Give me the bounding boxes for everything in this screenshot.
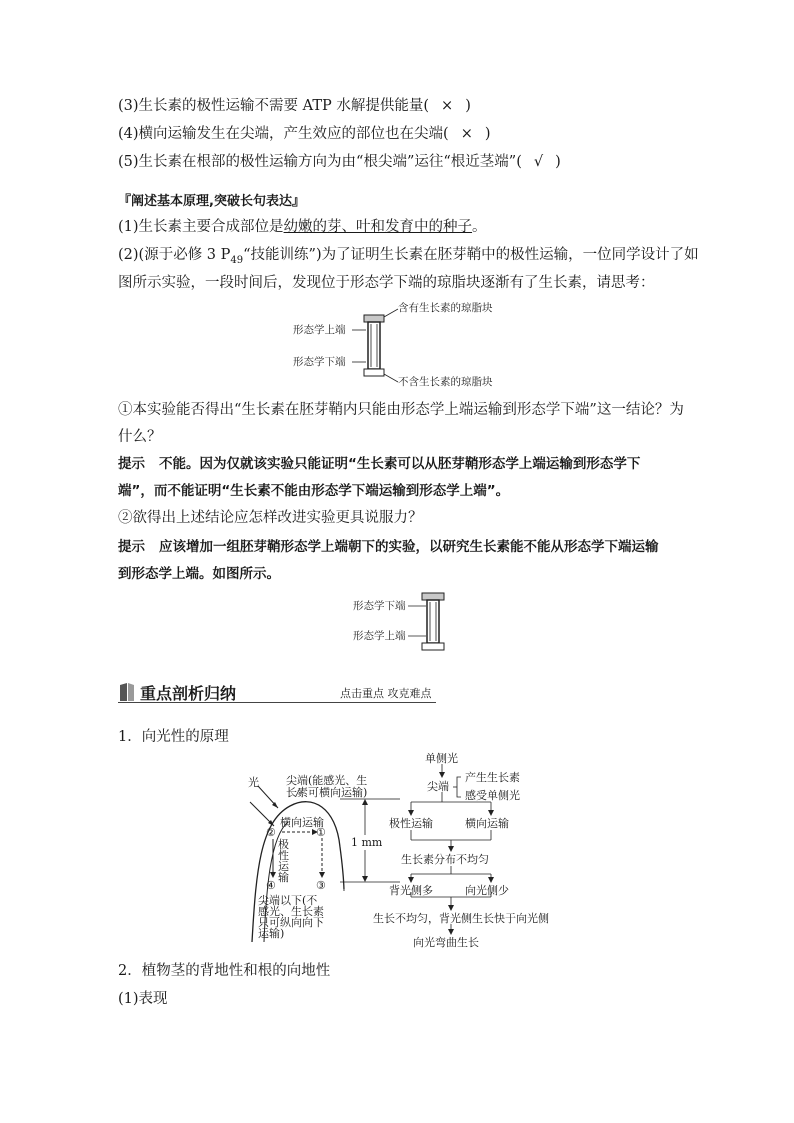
label-morphological-top: 形态学上端 [353, 630, 406, 642]
hint-text: 端”，而不能证明“生长素不能由形态学下端运输到形态学上端”。 [118, 483, 510, 499]
hint-text: 不能。因为仅就该实验只能证明“生长素可以从胚芽鞘形态学上端运输到形态学下 [159, 456, 641, 472]
hint-2-line1 [118, 537, 659, 557]
banner-rule [118, 702, 436, 703]
close-paren: ) [555, 154, 561, 170]
heading-gravitropism [118, 961, 330, 981]
section-heading-text: 阐述基本原理,突破长句表达 [131, 194, 292, 209]
cross-mark: × [460, 126, 473, 142]
hint-label: 提示 [118, 456, 145, 472]
label-tip-desc-1: 尖端(能感光、生 [286, 774, 368, 787]
statement-text: (4)横向运输发生在尖端，产生效应的部位也在尖端( [118, 126, 449, 142]
circle-1: ① [316, 826, 326, 839]
flow-uneven-growth: 生长不均匀，背光侧生长快于向光侧 [373, 912, 549, 925]
q1-post: 。 [472, 219, 487, 235]
hint-1-line2 [118, 481, 509, 501]
statement-5 [118, 152, 561, 172]
section-heading [118, 190, 305, 209]
label-morphological-bottom: 形态学下端 [293, 356, 346, 368]
heading-phototropism-text: 1．向光性的原理 [118, 729, 229, 745]
statement-text: (5)生长素在根部的极性运输方向为由“根尖端”运往“根近茎端”( [118, 154, 522, 170]
question-2-line2 [118, 273, 655, 293]
flow-shade-more: 背光侧多 [389, 884, 433, 897]
phototropism-flowchart [373, 752, 575, 952]
statement-text: (3)生长素的极性运输不需要 ATP 水解提供能量( [118, 98, 430, 114]
label-1mm: 1 mm [351, 836, 383, 849]
paragraph-performance [118, 989, 168, 1009]
circle-2: ② [266, 826, 276, 839]
heading-phototropism [118, 727, 229, 747]
hint-label: 提示 [118, 539, 145, 555]
flow-sense-light: 感受单侧光 [465, 789, 520, 802]
banner-tab-icon [118, 681, 138, 703]
sub-question-1-line2 [118, 427, 162, 447]
check-mark: √ [533, 154, 544, 170]
banner-title: 重点剖析归纳 [140, 684, 237, 703]
hint-text: 应该增加一组胚芽鞘形态学上端朝下的实验，以研究生长素能不能从形态学下端运输 [159, 539, 659, 555]
q1-pre: (1)生长素主要合成部位是 [118, 219, 284, 235]
hint-text: 到形态学上端。如图所示。 [118, 566, 280, 582]
label-light: 光 [248, 776, 259, 789]
flow-tip: 尖端 [427, 780, 449, 793]
polar-char-1: 极 [278, 838, 289, 851]
label-below-tip-3: 只可纵向向下 [258, 916, 324, 929]
page-subscript: 49 [230, 254, 244, 266]
label-lateral-transport: 横向运输 [280, 816, 324, 829]
polar-char-3: 运 [278, 860, 289, 873]
flow-unilateral-light: 单侧光 [425, 752, 458, 765]
coleoptile-diagram-1 [280, 298, 520, 390]
label-morphological-bottom: 形态学下端 [353, 600, 406, 612]
label-morphological-top: 形态学上端 [293, 324, 346, 336]
circle-4: ④ [266, 879, 276, 892]
statement-4 [118, 124, 491, 144]
banner-subtitle: 点击重点 攻克难点 [340, 687, 432, 700]
q2-post: “技能训练”)为了证明生长素在胚芽鞘中的极性运输，一位同学设计了如 [243, 247, 699, 263]
question-2-line1 [118, 245, 699, 271]
hint-1-line1 [118, 454, 640, 474]
sub-question-2 [118, 508, 423, 528]
label-below-tip-4: 运输) [258, 927, 285, 940]
flow-bend-toward-light: 向光弯曲生长 [413, 936, 479, 949]
sub2-question-text: ②欲得出上述结论应怎样改进实验更具说服力？ [118, 510, 423, 526]
flow-polar-transport: 极性运输 [389, 817, 433, 830]
label-agar-without-auxin: 不含生长素的琼脂块 [398, 376, 493, 388]
heading-gravitropism-text: 2．植物茎的背地性和根的向地性 [118, 963, 331, 979]
question-1 [118, 217, 487, 237]
flow-lateral-transport: 横向运输 [465, 817, 509, 830]
flow-uneven-distribution: 生长素分布不均匀 [401, 853, 489, 866]
coleoptile-diagram-2 [350, 590, 470, 652]
polar-char-2: 性 [278, 849, 289, 862]
polar-char-4: 输 [278, 871, 289, 884]
label-tip-desc-2: 长素可横向运输) [286, 786, 368, 799]
cross-mark: × [441, 98, 454, 114]
label-agar-with-auxin: 含有生长素的琼脂块 [398, 302, 493, 314]
flow-produce-auxin: 产生生长素 [465, 771, 520, 784]
close-paren: ) [465, 98, 471, 114]
sub1-question-text: 什么？ [118, 429, 162, 445]
sub-question-1-line1 [118, 400, 684, 420]
circle-3: ③ [316, 879, 326, 892]
label-below-tip-1: 尖端以下(不 [258, 894, 318, 907]
flow-light-less: 向光侧少 [465, 884, 509, 897]
close-paren: ) [484, 126, 491, 142]
statement-3 [118, 96, 471, 116]
section-banner [118, 680, 436, 704]
paragraph-performance-text: (1)表现 [118, 991, 168, 1007]
q2-line2-text: 图所示实验，一段时间后，发现位于形态学下端的琼脂块逐渐有了生长素，请思考： [118, 275, 655, 291]
label-below-tip-2: 感光、生长素 [258, 905, 324, 918]
sub1-question-text: ①本实验能否得出“生长素在胚芽鞘内只能由形态学上端运输到形态学下端”这一结论？为 [118, 402, 684, 418]
q1-answer: 幼嫩的芽、叶和发育中的种子 [283, 219, 473, 235]
hint-2-line2 [118, 564, 280, 584]
q2-pre: (2)(源于必修 3 P [118, 247, 231, 263]
